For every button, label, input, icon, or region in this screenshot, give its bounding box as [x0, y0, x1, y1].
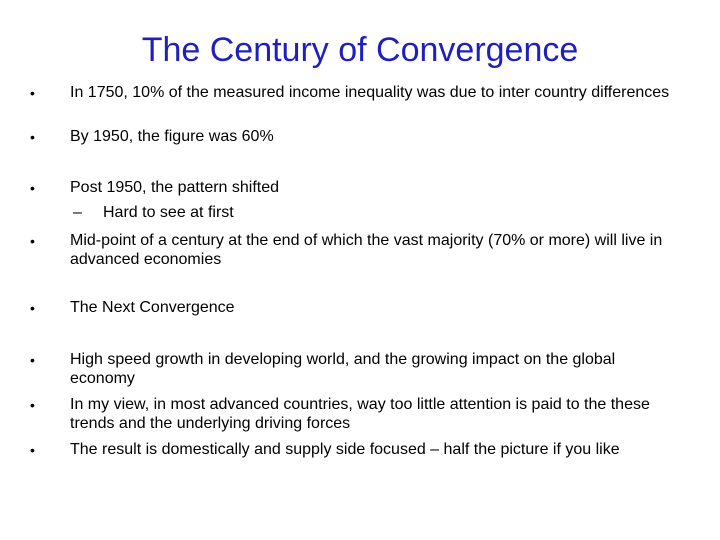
sub-bullet-item	[73, 204, 653, 224]
bullet-item	[30, 299, 660, 319]
bullet-item	[30, 396, 660, 436]
bullet-text: The Next Convergence	[70, 299, 235, 316]
bullet-item	[30, 179, 660, 199]
bullet-text: Mid-point of a century at the end of which the vast majority (70% or more) will live in advanced economies	[70, 232, 663, 268]
bullet-marker: •	[30, 233, 35, 249]
bullet-marker: •	[30, 352, 35, 368]
bullet-item	[30, 441, 660, 481]
bullet-marker: •	[30, 180, 35, 196]
bullet-text: In 1750, 10% of the measured income inequality was due to inter country differences	[70, 84, 670, 101]
bullet-item	[30, 128, 660, 148]
bullet-marker: •	[30, 129, 35, 145]
bullet-marker: •	[30, 300, 35, 316]
bullet-marker: •	[30, 85, 35, 101]
bullet-text: By 1950, the figure was 60%	[70, 128, 274, 145]
bullet-marker: •	[30, 442, 35, 458]
bullet-item	[30, 351, 660, 391]
bullet-text: In my view, in most advanced countries, way too little attention is paid to the these trends and the underlying driving forces	[70, 396, 650, 432]
bullet-text: The result is domestically and supply side focused – half the picture if you like	[70, 441, 620, 458]
bullet-item	[30, 232, 663, 272]
bullet-marker: •	[30, 397, 35, 413]
sub-bullet-text: Hard to see at first	[103, 204, 234, 221]
sub-bullet-marker: –	[73, 204, 82, 221]
bullet-text: High speed growth in developing world, and the growing impact on the global economy	[70, 351, 616, 387]
slide-title: The Century of Convergence	[141, 31, 579, 69]
bullet-item	[30, 84, 670, 124]
bullet-text: Post 1950, the pattern shifted	[70, 179, 280, 196]
